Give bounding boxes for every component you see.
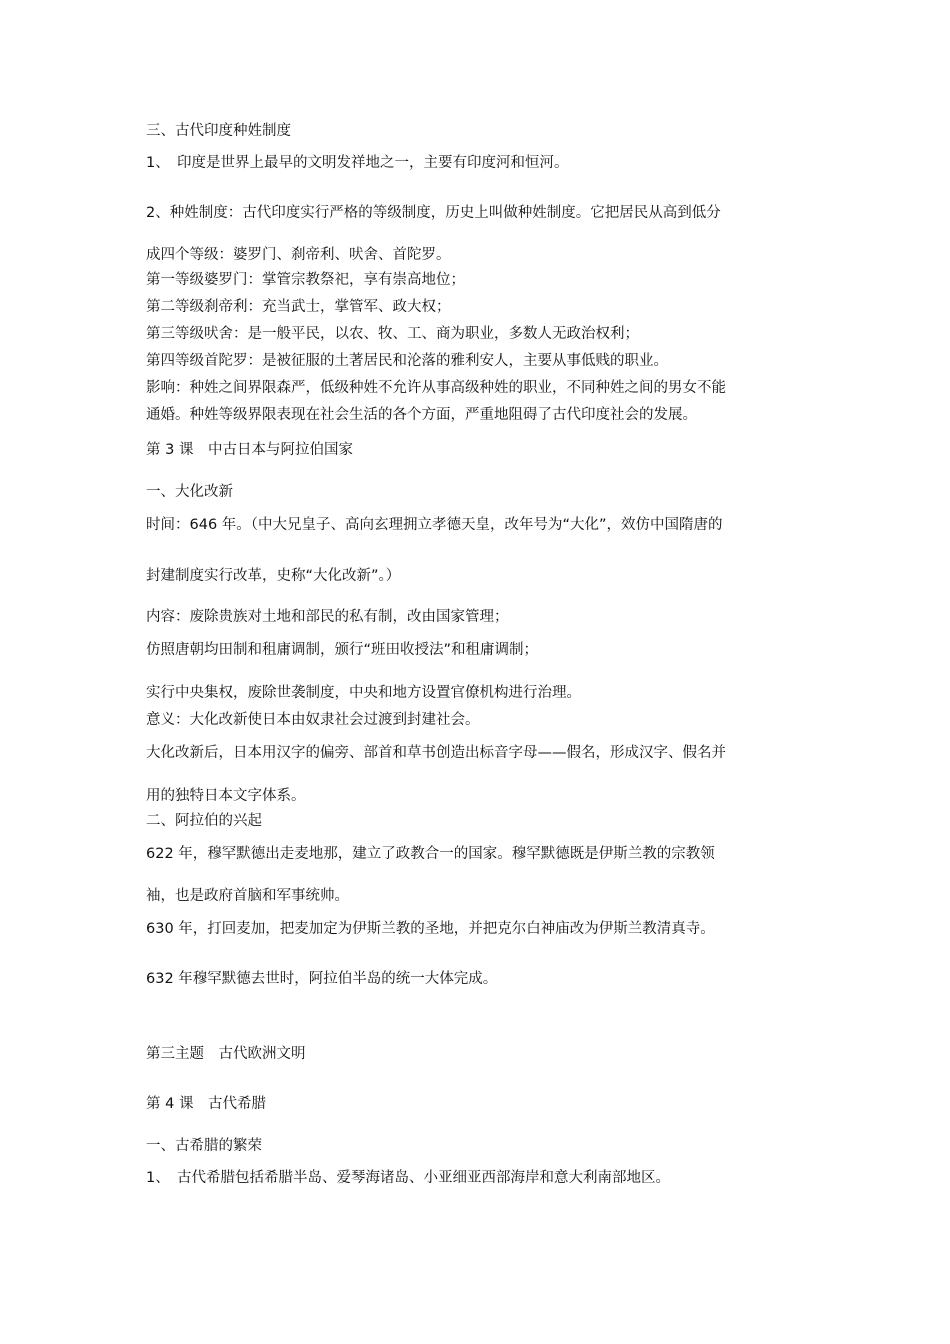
paragraph-line: 仿照唐朝均田制和租庸调制，颁行“班田收授法”和租庸调制；	[146, 642, 539, 658]
section-heading-rise-of-arabia: 二、阿拉伯的兴起	[146, 813, 262, 829]
paragraph-line: 2、种姓制度：古代印度实行严格的等级制度，历史上叫做种姓制度。它把居民从高到低分	[146, 205, 721, 221]
theme-heading-3: 第三主题 古代欧洲文明	[146, 1046, 306, 1062]
paragraph-line: 时间：646 年。（中大兄皇子、高向玄理拥立孝德天皇，改年号为“大化”，效仿中国隋唐的	[146, 517, 723, 533]
paragraph-line: 用的独特日本文字体系。	[146, 788, 306, 804]
paragraph-line: 1、 古代希腊包括希腊半岛、爱琴海诸岛、小亚细亚西部海岸和意大利南部地区。	[146, 1170, 670, 1186]
lesson-heading-4: 第 4 课 古代希腊	[146, 1096, 266, 1112]
paragraph-line: 封建制度实行改革，史称“大化改新”。）	[146, 568, 401, 584]
lesson-heading-3: 第 3 课 中古日本与阿拉伯国家	[146, 442, 353, 458]
paragraph-line: 第四等级首陀罗：是被征服的土著居民和沦落的雅利安人，主要从事低贱的职业。	[146, 353, 668, 369]
section-heading-greece: 一、古希腊的繁荣	[146, 1138, 262, 1154]
paragraph-line: 第二等级刹帝利：充当武士，掌管军、政大权；	[146, 299, 451, 315]
paragraph-line: 成四个等级：婆罗门、刹帝利、吠舍、首陀罗。	[146, 247, 451, 263]
section-heading-india-caste: 三、古代印度种姓制度	[146, 123, 291, 139]
paragraph-line: 1、 印度是世界上最早的文明发祥地之一，主要有印度河和恒河。	[146, 155, 569, 171]
paragraph-line: 第三等级吠舍：是一般平民，以农、牧、工、商为职业，多数人无政治权利；	[146, 326, 639, 342]
paragraph-line: 意义：大化改新使日本由奴隶社会过渡到封建社会。	[146, 712, 480, 728]
paragraph-line: 632 年穆罕默德去世时，阿拉伯半岛的统一大体完成。	[146, 971, 498, 987]
paragraph-line: 内容：废除贵族对土地和部民的私有制，改由国家管理；	[146, 609, 509, 625]
paragraph-line: 袖，也是政府首脑和军事统帅。	[146, 888, 349, 904]
paragraph-line: 630 年，打回麦加，把麦加定为伊斯兰教的圣地，并把克尔白神庙改为伊斯兰教清真寺。	[146, 921, 715, 937]
paragraph-line: 第一等级婆罗门：掌管宗教祭祀，享有崇高地位；	[146, 272, 465, 288]
paragraph-line: 622 年，穆罕默德出走麦地那，建立了政教合一的国家。穆罕默德既是伊斯兰教的宗教领	[146, 846, 715, 862]
paragraph-line: 实行中央集权，废除世袭制度，中央和地方设置官僚机构进行治理。	[146, 685, 581, 701]
paragraph-line: 大化改新后，日本用汉字的偏旁、部首和草书创造出标音字母——假名，形成汉字、假名并	[146, 745, 726, 761]
section-heading-taika-reform: 一、大化改新	[146, 484, 233, 500]
paragraph-line: 影响：种姓之间界限森严，低级种姓不允许从事高级种姓的职业，不同种姓之间的男女不能	[146, 380, 726, 396]
paragraph-line: 通婚。种姓等级界限表现在社会生活的各个方面，严重地阻碍了古代印度社会的发展。	[146, 407, 697, 423]
